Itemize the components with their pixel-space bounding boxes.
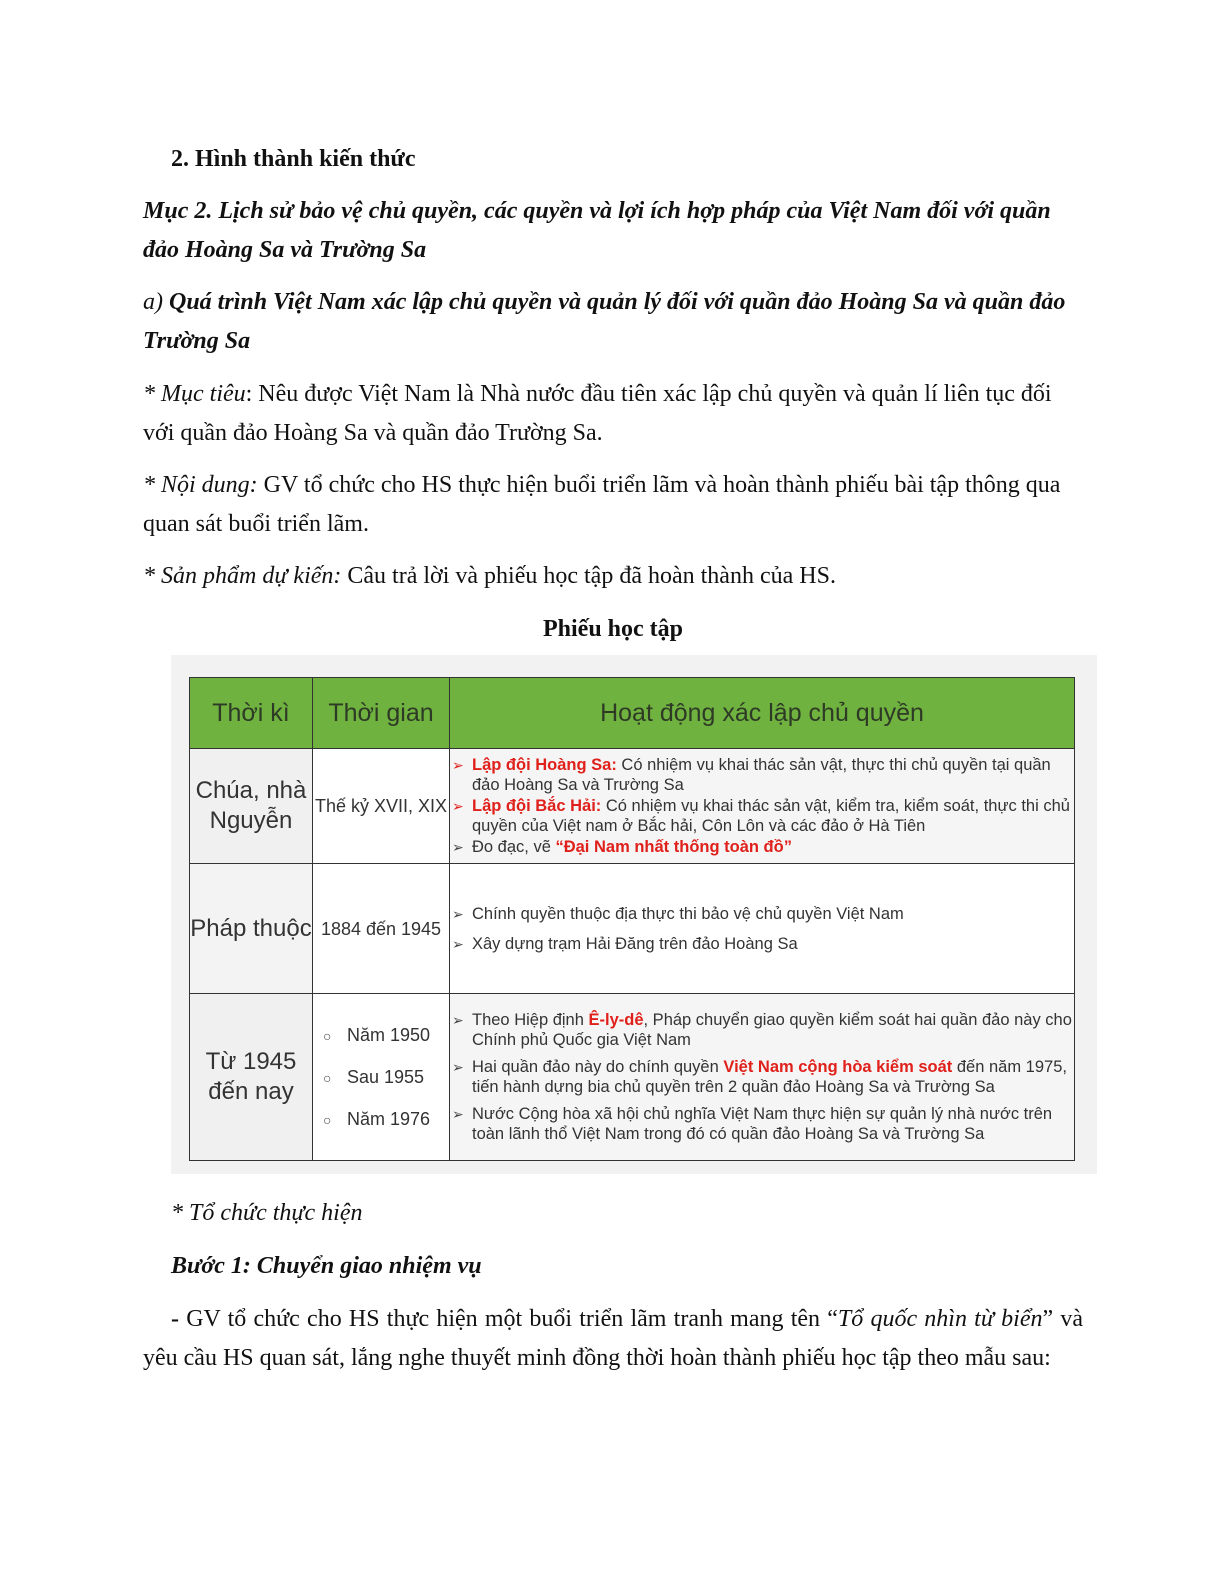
arrow-bullet-icon: ➢ (452, 839, 464, 856)
period-cell: Chúa, nhà Nguyễn (190, 749, 313, 864)
activities-cell (450, 864, 1075, 994)
arrow-bullet-icon: ➢ (452, 935, 464, 952)
activity-item (450, 1010, 1074, 1050)
time-text: Năm 1976 (347, 1108, 431, 1129)
header-activities: Hoạt động xác lập chủ quyền (450, 678, 1075, 749)
activity-text: , Pháp chuyển giao quyền kiểm soát hai quần đảo này cho Chính phủ Quốc gia Việt Nam (472, 1010, 1072, 1049)
time-cell: 1884 đến 1945 (313, 864, 450, 994)
sub-a-text: Quá trình Việt Nam xác lập chủ quyền và quản lý đối với quần đảo Hoàng Sa và quần đảo Trường Sa (143, 289, 1066, 354)
arrow-bullet-icon: ➢ (452, 757, 464, 774)
activity-text: Chính quyền thuộc địa thực thi bảo vệ chủ quyền Việt Nam (472, 904, 904, 923)
buoc1-heading: Bước 1: Chuyển giao nhiệm vụ (171, 1253, 482, 1279)
circle-bullet-icon: ○ (323, 1111, 332, 1128)
header-time: Thời gian (313, 678, 450, 749)
activity-highlight: “Đại Nam nhất thống toàn đồ” (555, 838, 792, 857)
sub-a-heading (143, 283, 1083, 361)
time-item (323, 1023, 449, 1047)
activity-highlight: Việt Nam cộng hòa kiểm soát (723, 1057, 953, 1076)
circle-bullet-icon: ○ (323, 1027, 332, 1044)
activities-cell (450, 993, 1075, 1160)
activity-highlight: Lập đội Hoàng Sa: (472, 756, 617, 775)
arrow-bullet-icon: ➢ (452, 905, 464, 922)
worksheet-title: Phiếu học tập (542, 616, 683, 642)
final-paragraph (143, 1300, 1083, 1378)
circle-bullet-icon: ○ (323, 1069, 332, 1086)
header-period: Thời kì (190, 678, 313, 749)
arrow-bullet-icon: ➢ (452, 1058, 464, 1075)
activity-text: Có nhiệm vụ khai thác sản vật, kiểm tra, kiểm soát, thực thi chủ quyền của Việt nam ở Bắc hải, Côn Lôn và các đảo ở Hà Tiên (472, 797, 1070, 836)
final-dash: - (171, 1306, 187, 1332)
san-pham (143, 557, 1083, 596)
noi-dung (143, 466, 1083, 544)
worksheet-figure (171, 655, 1097, 1174)
time-cell (313, 993, 450, 1160)
activity-highlight: Ê-ly-dê (588, 1010, 644, 1029)
muc2-heading: Mục 2. Lịch sử bảo vệ chủ quyền, các quyền và lợi ích hợp pháp của Việt Nam đối với quần đảo Hoàng Sa và Trường Sa (143, 198, 1051, 263)
section-heading: 2. Hình thành kiến thức (171, 146, 416, 172)
activity-text: Đo đạc, vẽ (472, 838, 556, 857)
time-list (313, 1023, 449, 1131)
time-cell: Thế kỷ XVII, XIX (313, 749, 450, 864)
period-cell: Từ 1945 đến nay (190, 993, 313, 1160)
muc-tieu (143, 375, 1083, 453)
time-item (323, 1107, 449, 1131)
table-row (190, 864, 1075, 994)
activity-text: Theo Hiệp định (472, 1010, 589, 1029)
table-row (190, 749, 1075, 864)
muc-tieu-text: : Nêu được Việt Nam là Nhà nước đầu tiên xác lập chủ quyền và quản lí liên tục đối với quần đảo Hoàng Sa và quần đảo Trường Sa. (143, 381, 1052, 446)
table-header-row (190, 678, 1075, 749)
activity-highlight: Lập đội Bắc Hải: (472, 797, 602, 816)
activity-item (450, 837, 1074, 857)
activities-cell (450, 749, 1075, 864)
noi-dung-text: GV tổ chức cho HS thực hiện buổi triển lãm và hoàn thành phiếu bài tập thông qua quan sát buổi triển lãm. (143, 472, 1061, 537)
san-pham-text: Câu trả lời và phiếu học tập đã hoàn thành của HS. (341, 563, 836, 589)
time-text: Năm 1950 (347, 1024, 431, 1045)
activity-text: Nước Cộng hòa xã hội chủ nghĩa Việt Nam thực hiện sự quản lý nhà nước trên toàn lãnh thổ Việt Nam trong đó có quần đảo Hoàng Sa và Trường Sa (472, 1104, 1053, 1143)
arrow-bullet-icon: ➢ (452, 798, 464, 815)
activity-item (450, 796, 1074, 836)
activity-text: Hai quần đảo này do chính quyền (472, 1057, 724, 1076)
activity-item (450, 934, 1074, 954)
activity-item (450, 904, 1074, 924)
activity-text: đến năm 1975, tiến hành dựng bia chủ quyền trên 2 quần đảo Hoàng Sa và Trường Sa (472, 1057, 1067, 1096)
activity-item (450, 1104, 1074, 1144)
final-text: GV tổ chức cho HS thực hiện một buổi triển lãm tranh mang tên “ (186, 1306, 838, 1332)
arrow-bullet-icon: ➢ (452, 1011, 464, 1028)
exhibition-title: Tổ quốc nhìn từ biển (837, 1306, 1043, 1332)
final-text: ” và yêu cầu HS quan sát, lắng nghe thuyết minh đồng thời hoàn thành phiếu học tập theo mẫu sau: (143, 1306, 1083, 1371)
noi-dung-label: * Nội dung: (143, 472, 258, 498)
to-chuc-heading: * Tổ chức thực hiện (171, 1200, 363, 1226)
activity-item (450, 755, 1074, 795)
worksheet-table (189, 677, 1075, 1161)
sub-a-prefix: a) (143, 289, 169, 315)
period-cell: Pháp thuộc (190, 864, 313, 994)
muc-tieu-label: * Mục tiêu (143, 381, 246, 407)
san-pham-label: * Sản phẩm dự kiến: (143, 563, 342, 589)
time-text: Sau 1955 (347, 1066, 425, 1087)
activity-item (450, 1057, 1074, 1097)
table-row (190, 993, 1075, 1160)
activity-text: Có nhiệm vụ khai thác sản vật, thực thi chủ quyền tại quần đảo Hoàng Sa và Trường Sa (472, 756, 1051, 795)
arrow-bullet-icon: ➢ (452, 1105, 464, 1122)
time-item (323, 1065, 449, 1089)
activity-text: Xây dựng trạm Hải Đăng trên đảo Hoàng Sa (472, 934, 798, 953)
